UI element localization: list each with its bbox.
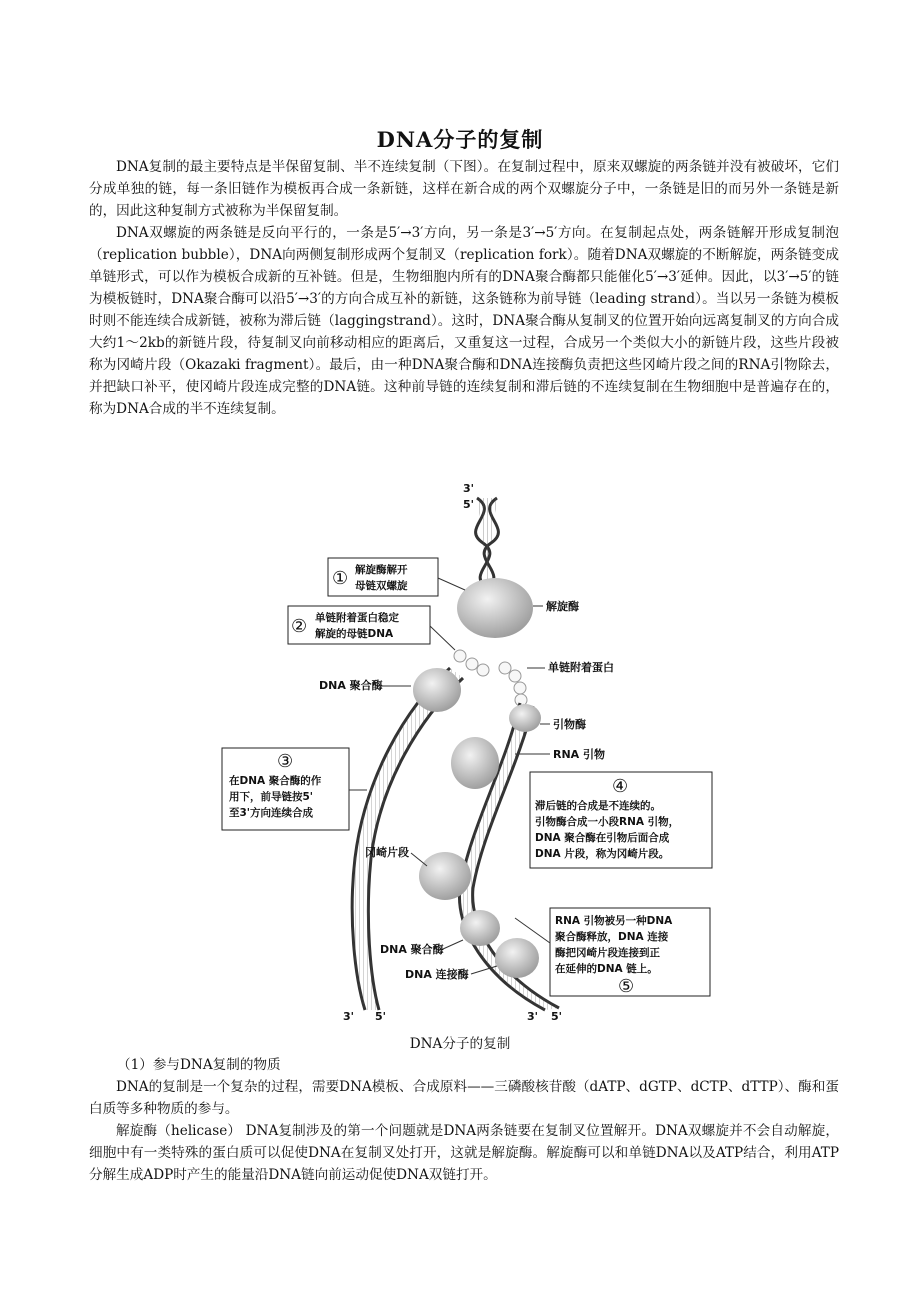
primase-label: 引物酶 (553, 718, 586, 731)
annotation-box-4 (530, 772, 712, 868)
dna-replication-figure (215, 478, 715, 1023)
bottom-right-3-prime-label: 3' (527, 1010, 539, 1023)
helicase-label: 解旋酶 (546, 600, 579, 613)
okazaki-polymerase-shape (419, 852, 471, 900)
box-2-line-2: 解旋的母链DNA (315, 628, 394, 640)
bottom-left-3-prime-label: 3' (343, 1010, 355, 1023)
dna-polymerase-bottom-label: DNA 聚合酶 (380, 943, 444, 956)
box-2-number: ② (291, 616, 308, 637)
intro-paragraph-1: DNA复制的最主要特点是半保留复制、半不连续复制（下图）。在复制过程中，原来双螺旋的两条链并没有被破坏，它们分成单独的链，每一条旧链作为模板再合成一条新链，这样在新合成的两个双螺旋分子中，一条链是旧的而另外一条链是新的，因此这种复制方式被称为半保留复制。 (89, 159, 839, 219)
box-1-line-2: 母链双螺旋 (355, 580, 408, 592)
ssb-label: 单链附着蛋白 (548, 661, 614, 674)
annotation-box-3 (222, 748, 367, 830)
top-3-prime-label: 3' (463, 482, 475, 495)
primase-shape (509, 704, 541, 732)
dna-polymerase-bottom-shape (460, 910, 500, 946)
rna-primer-label: RNA 引物 (553, 748, 606, 761)
box-4-line-3: DNA 聚合酶在引物后面合成 (535, 832, 670, 844)
page-title: DNA分子的复制 (376, 127, 544, 152)
bottom-right-5-prime-label: 5' (551, 1010, 563, 1023)
box-4-number: ④ (612, 776, 629, 797)
box-5-line-4: 在延伸的DNA 链上。 (555, 963, 658, 975)
annotation-box-5 (515, 908, 710, 997)
bottom-left-5-prime-label: 5' (375, 1010, 387, 1023)
lagging-polymerase-shape (451, 737, 499, 789)
lower-paragraph-2: 解旋酶（helicase） DNA复制涉及的第一个问题就是DNA两条链要在复制叉位置解开。DNA双螺旋并不会自动解旋，细胞中有一类特殊的蛋白质可以促使DNA在复制叉处打开，这就是解旋酶。解旋酶可以和单链DNA以及ATP结合，利用ATP分解生成ADP时产生的能量沿DNA链向前运动促使DNA双链打开。 (89, 1123, 839, 1183)
leading-strand (352, 668, 463, 1010)
box-5-line-3: 酶把冈崎片段连接到正 (555, 947, 660, 959)
ssb-beads (454, 650, 527, 706)
box-4-line-2: 引物酶合成一小段RNA 引物， (535, 816, 680, 828)
box-2-line-1: 单链附着蛋白稳定 (315, 612, 399, 624)
box-3-line-1: 在DNA 聚合酶的作 (229, 775, 322, 787)
box-3-number: ③ (277, 751, 294, 772)
box-4-line-4: DNA 片段，称为冈崎片段。 (535, 848, 670, 860)
intro-paragraph-2: DNA双螺旋的两条链是反向平行的，一条是5′→3′方向，另一条是3′→5′方向。在复制起点处，两条链解开形成复制泡（replication bubble），DNA向两侧复制形成两个复制叉（replication fork）。随着DNA双螺旋的不断解旋，两条链变成单链形式，可以作为模板合成新的互补链。但是，生物细胞内所有的DNA聚合酶都只能催化5′→3′延伸。因此，以3′→5′的链为模板链时，DNA聚合酶可以沿5′→3′的方向合成互补的新链，这条链称为前导链（leading strand）。当以另一条链为模板时则不能连续合成新链，被称为滞后链（laggingstrand）。这时，DNA聚合酶从复制叉的位置开始向远离复制叉的方向合成大约1～2kb的新链片段，待复制叉向前移动相应的距离后，又重复这一过程，合成另一个类似大小的新链片段，这些片段被称为冈崎片段（Okazaki fragment）。最后，由一种DNA聚合酶和DNA连接酶负责把这些冈崎片段之间的RNA引物除去，并把缺口补平，使冈崎片段连成完整的DNA链。这种前导链的连续复制和滞后链的不连续复制在生物细胞中是普遍存在的，称为DNA合成的半不连续复制。 (89, 225, 839, 417)
box-3-line-2: 用下，前导链按5' (229, 791, 314, 803)
box-5-line-2: 聚合酶释放，DNA 连接 (555, 931, 669, 943)
ligase-label: DNA 连接酶 (405, 968, 469, 981)
okazaki-label: 冈崎片段 (365, 846, 409, 859)
annotation-box-1 (328, 558, 465, 596)
box-3-line-3: 至3'方向连续合成 (229, 807, 314, 819)
lower-paragraph-1: DNA的复制是一个复杂的过程，需要DNA模板、合成原料——三磷酸核苷酸（dATP、dGTP、dCTP、dTTP）、酶和蛋白质等多种物质的参与。 (89, 1079, 839, 1117)
subheading: （1）参与DNA复制的物质 (117, 1057, 281, 1073)
intro-text (89, 156, 839, 420)
box-1-line-1: 解旋酶解开 (355, 564, 408, 576)
box-5-line-1: RNA 引物被另一种DNA (555, 915, 673, 927)
box-1-number: ① (332, 568, 349, 589)
box-4-line-1: 滞后链的合成是不连续的。 (535, 800, 661, 812)
figure-caption: DNA分子的复制 (409, 1036, 511, 1052)
dna-polymerase-top-label: DNA 聚合酶 (319, 679, 383, 692)
dna-polymerase-leading-shape (413, 668, 461, 712)
annotation-box-2 (288, 606, 455, 650)
lower-text (89, 1054, 839, 1186)
ligase-shape (495, 938, 539, 978)
top-5-prime-label: 5' (463, 498, 475, 511)
box-5-number: ⑤ (618, 976, 635, 997)
helicase-shape (457, 578, 533, 638)
